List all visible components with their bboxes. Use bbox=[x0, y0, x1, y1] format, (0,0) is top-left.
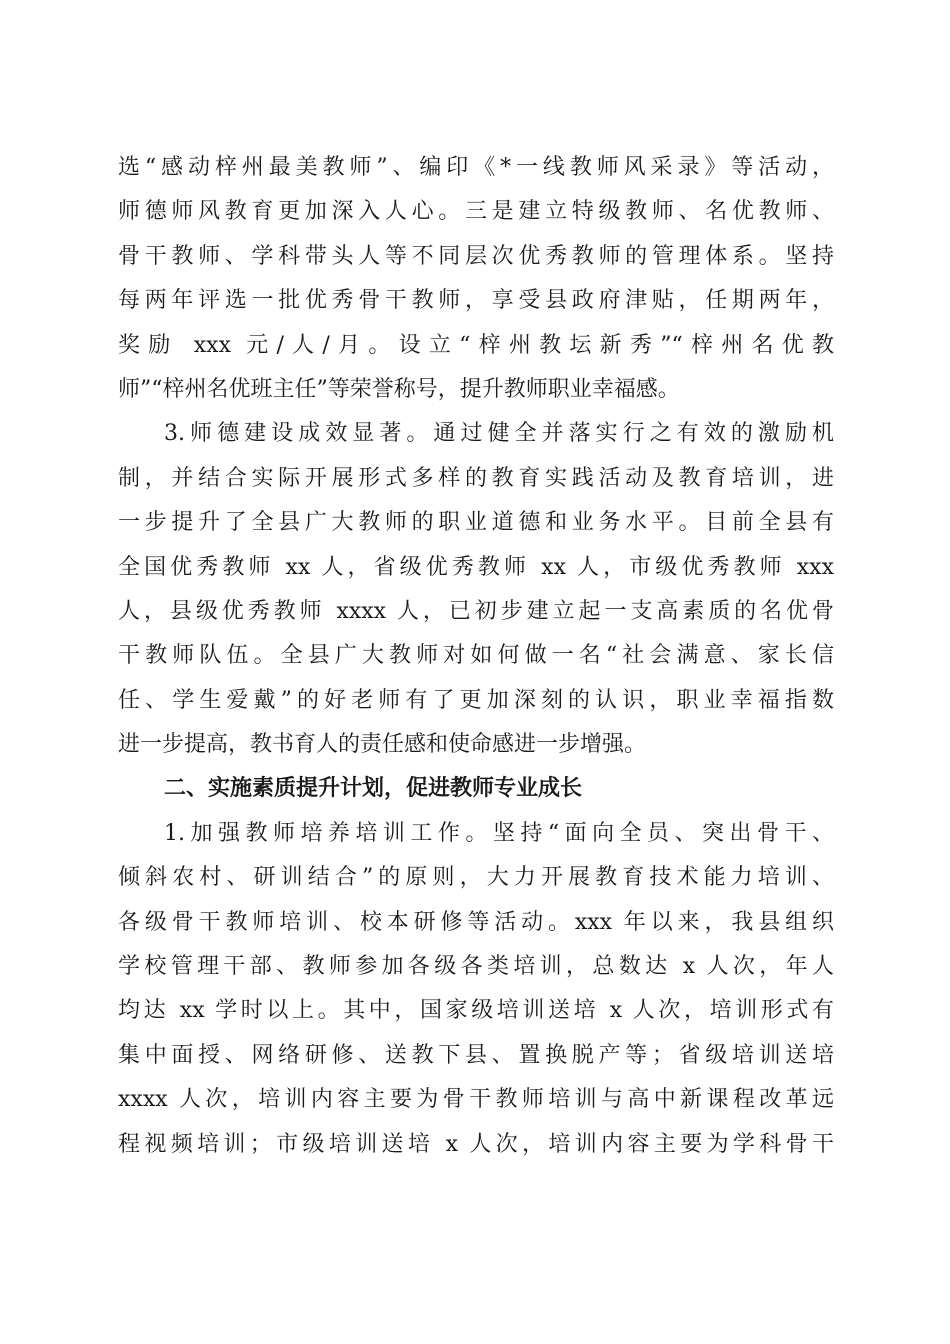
text-line: 师德师风教育更加深入人心。三是建立特级教师、名优教师、 bbox=[118, 199, 834, 225]
section-heading: 二、实施素质提升计划，促进教师专业成长 bbox=[164, 776, 583, 802]
text-line: 奖励 xxx 元/人/月。设立“梓州教坛新秀”“梓州名优教 bbox=[118, 332, 834, 358]
text-line: 全国优秀教师 xx 人，省级优秀教师 xx 人，市级优秀教师 xxx bbox=[118, 554, 834, 580]
document-body bbox=[118, 146, 834, 1167]
text-line: 倾斜农村、研训结合”的原则，大力开展教育技术能力培训、 bbox=[118, 865, 834, 891]
text-line: 均达 xx 学时以上。其中，国家级培训送培 x 人次，培训形式有 bbox=[118, 998, 834, 1024]
text-line: xxxx 人次，培训内容主要为骨干教师培训与高中新课程改革远 bbox=[118, 1087, 834, 1113]
text-line: 每两年评选一批优秀骨干教师，享受县政府津贴，任期两年， bbox=[118, 288, 834, 314]
text-line: 学校管理干部、教师参加各级各类培训，总数达 x 人次，年人 bbox=[118, 954, 834, 980]
text-line: 各级骨干教师培训、校本研修等活动。xxx 年以来，我县组织 bbox=[118, 909, 834, 935]
paragraph-first-line: 1.加强教师培养培训工作。坚持“面向全员、突出骨干、 bbox=[164, 820, 834, 846]
text-line: 一步提升了全县广大教师的职业道德和业务水平。目前全县有 bbox=[118, 510, 834, 536]
text-line: 骨干教师、学科带头人等不同层次优秀教师的管理体系。坚持 bbox=[118, 243, 834, 269]
text-line: 进一步提高，教书育人的责任感和使命感进一步增强。 bbox=[118, 732, 647, 758]
text-line: 程视频培训；市级培训送培 x 人次，培训内容主要为学科骨干 bbox=[118, 1131, 834, 1157]
text-line: 师”“梓州名优班主任”等荣誉称号，提升教师职业幸福感。 bbox=[118, 376, 680, 402]
text-line: 任、学生爱戴”的好老师有了更加深刻的认识，职业幸福指数 bbox=[118, 687, 834, 713]
text-line: 制，并结合实际开展形式多样的教育实践活动及教育培训，进 bbox=[118, 465, 834, 491]
paragraph-first-line: 3.师德建设成效显著。通过健全并落实行之有效的激励机 bbox=[164, 421, 834, 447]
text-line: 选“感动梓州最美教师”、编印《*一线教师风采录》等活动， bbox=[118, 155, 834, 180]
text-line: 干教师队伍。全县广大教师对如何做一名“社会满意、家长信 bbox=[118, 643, 834, 669]
text-line: 集中面授、网络研修、送教下县、置换脱产等；省级培训送培 bbox=[118, 1042, 834, 1068]
text-line: 人，县级优秀教师 xxxx 人，已初步建立起一支高素质的名优骨 bbox=[118, 598, 834, 624]
